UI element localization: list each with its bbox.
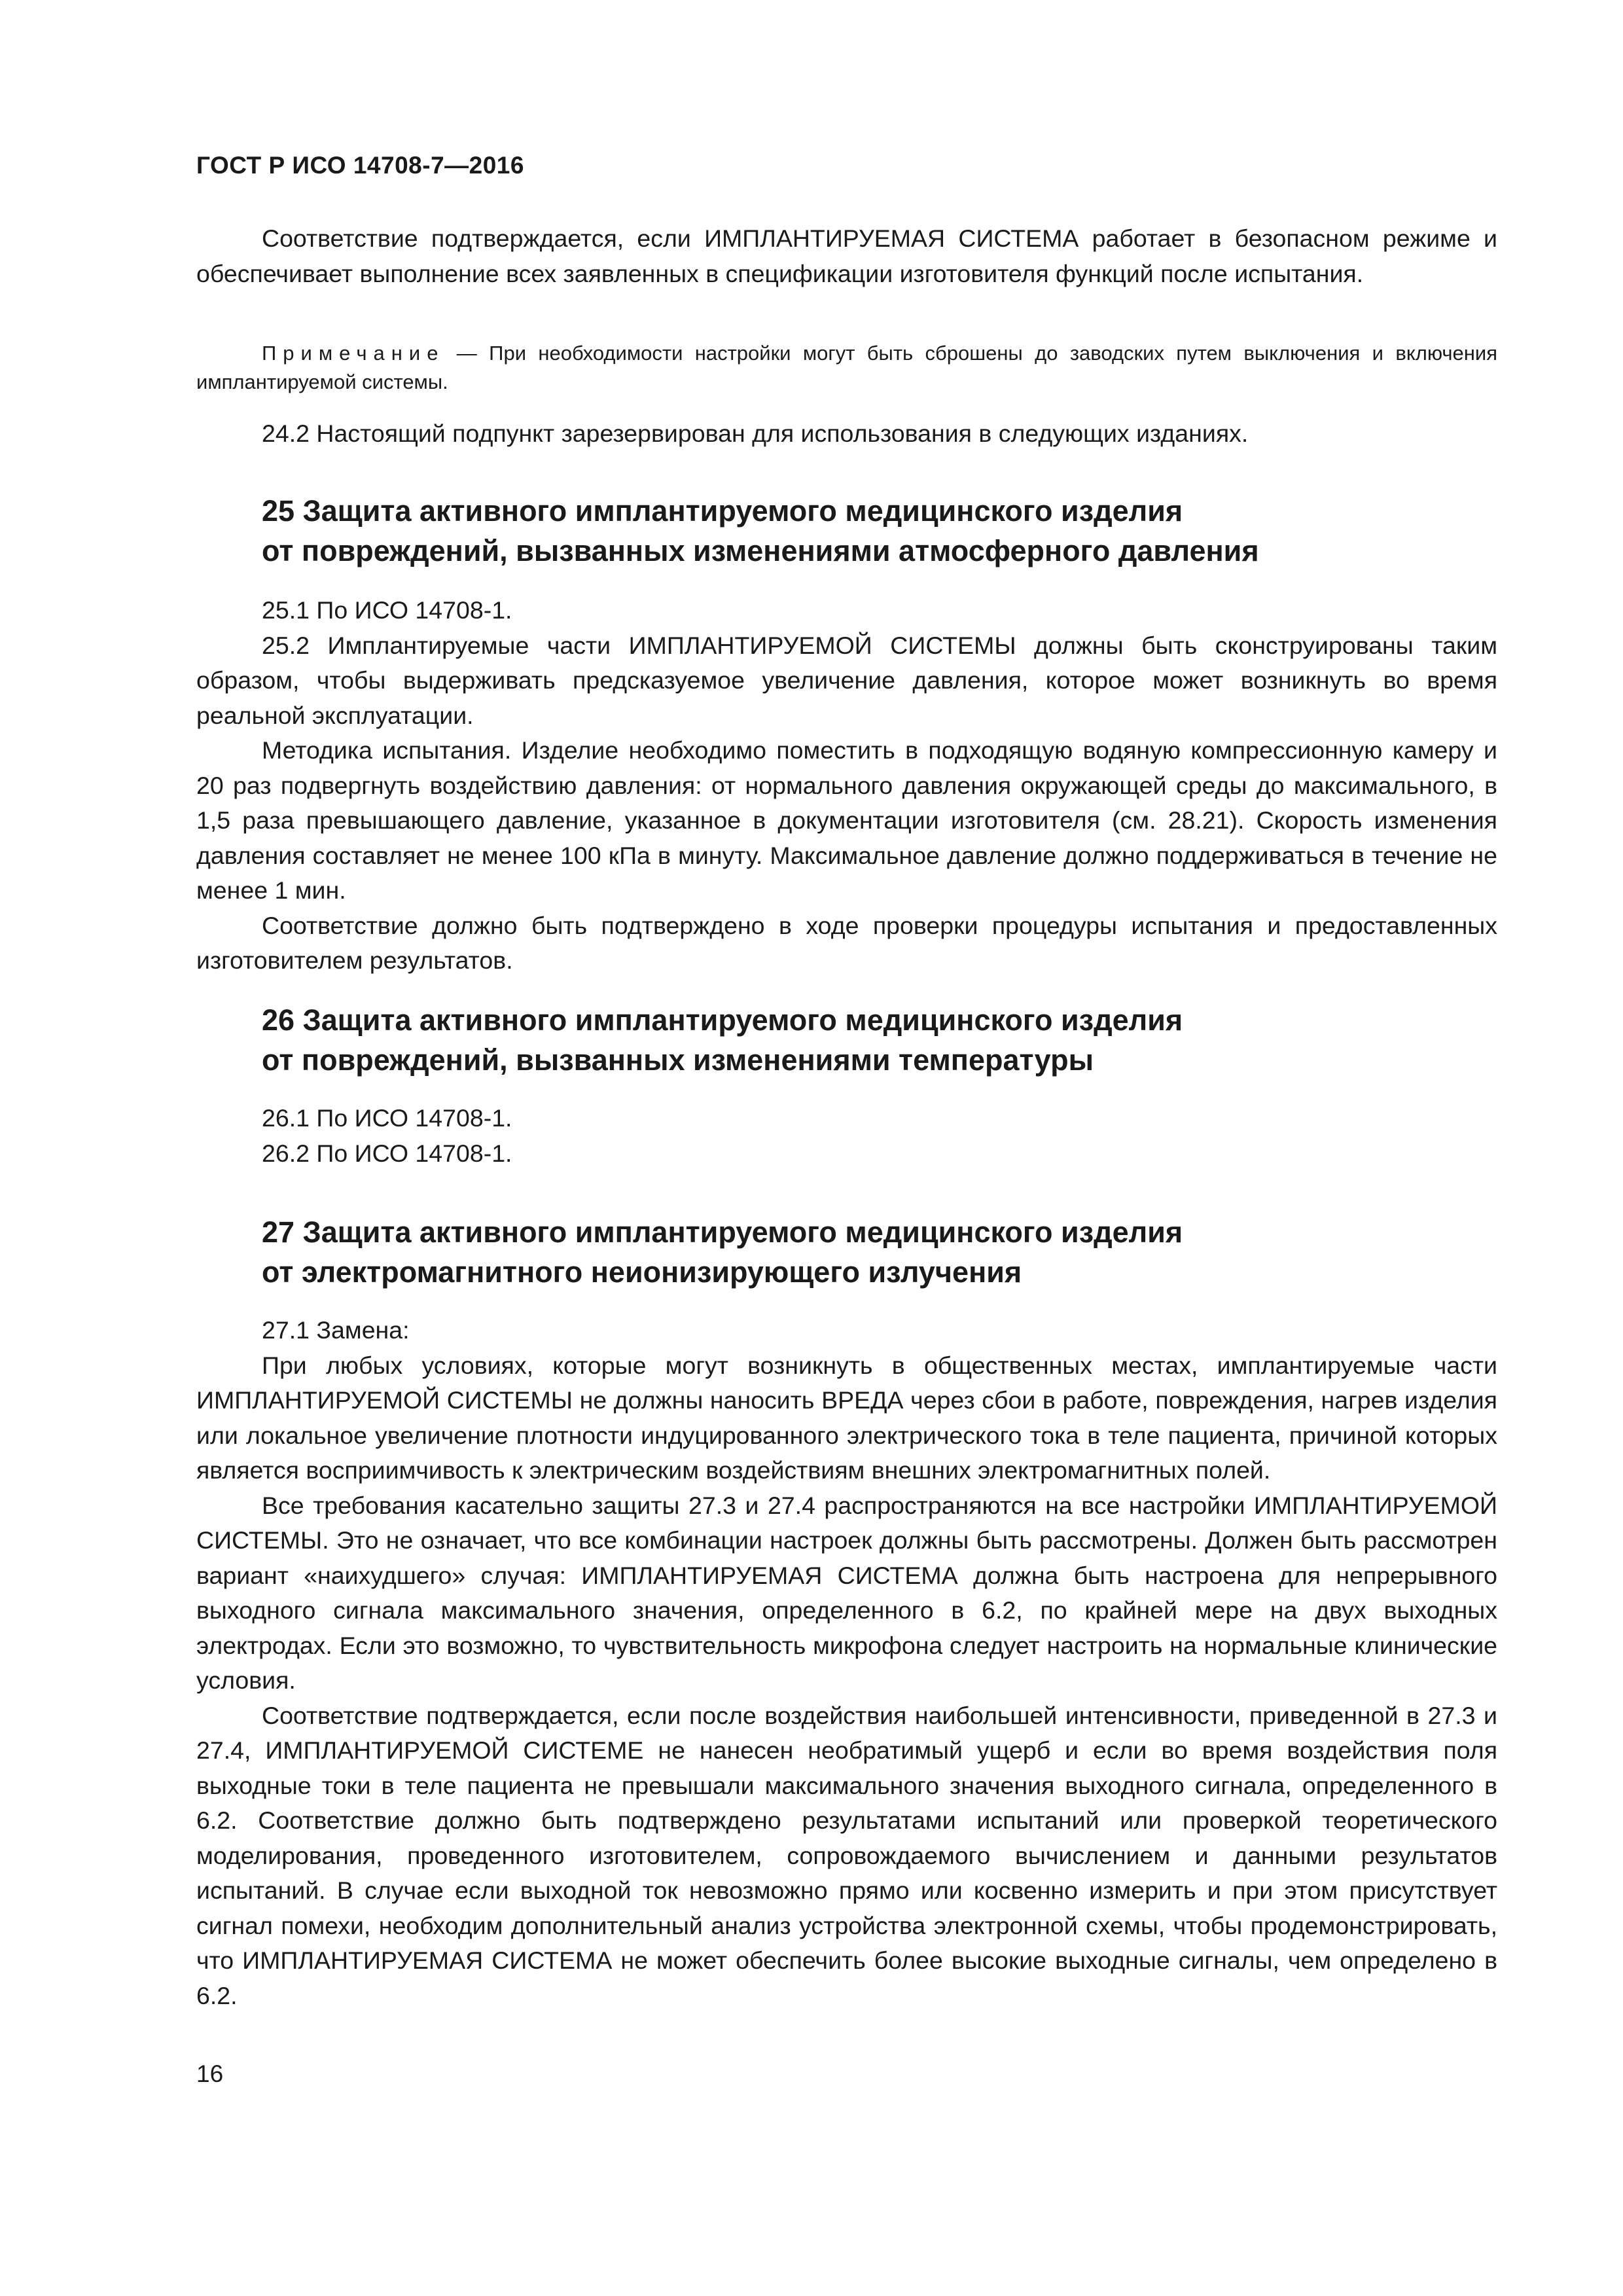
- clause-25-1: 25.1 По ИСО 14708-1.: [262, 596, 512, 624]
- note-paragraph: [196, 339, 1497, 397]
- document-code-header: ГОСТ Р ИСО 14708-7—2016: [196, 152, 524, 179]
- note-text: — При необходимости настройки могут быть сброшены до заводских путем выключения и включения имплантируемой системы.: [196, 342, 1497, 393]
- section-27-body: [196, 1313, 1497, 2013]
- section-27-settings: Все требования касательно защиты 27.3 и 27.4 распространяются на все настройки ИМПЛАНТИРУЕМОЙ СИСТЕМЫ. Это не означает, что все комбинации настроек должны быть рассмотрены. Должен быть рассмотрен вариант «наихудшего» случая: ИМПЛАНТИРУЕМАЯ СИСТЕМА должна быть настроена для непрерывного выходного сигнала максимального значения, определенного в 6.2, по крайней мере на двух выходных электродах. Если это возможно, то чувствительность микрофона следует настроить на нормальные клинические условия.: [196, 1491, 1497, 1694]
- section-25-body: [196, 593, 1497, 978]
- section-27-title-line2: от электромагнитного неионизирующего излучения: [262, 1255, 1022, 1289]
- intro-block: [196, 221, 1497, 291]
- section-27-title-line1: 27 Защита активного имплантируемого медицинского изделия: [262, 1215, 1183, 1249]
- section-25-title-line2: от повреждений, вызванных изменениями атмосферного давления: [262, 534, 1259, 567]
- page-number: 16: [196, 2060, 224, 2087]
- section-25-compliance: Соответствие должно быть подтверждено в ходе проверки процедуры испытания и предоставленных изготовителем результатов.: [196, 911, 1497, 974]
- note-block: [196, 339, 1497, 397]
- clause-27-1: 27.1 Замена:: [262, 1316, 410, 1344]
- clause-24-2: 24.2 Настоящий подпункт зарезервирован для использования в следующих изданиях.: [262, 420, 1249, 447]
- clause-25-2: 25.2 Имплантируемые части ИМПЛАНТИРУЕМОЙ СИСТЕМЫ должны быть сконструированы таким образом, чтобы выдерживать предсказуемое увеличение давления, которое может возникнуть во время реальной эксплуатации.: [196, 631, 1497, 729]
- section-26-body: [196, 1101, 1497, 1171]
- section-25-heading: [196, 491, 1497, 571]
- section-26-heading: [196, 1000, 1497, 1080]
- clause-26-1: 26.1 По ИСО 14708-1.: [262, 1104, 512, 1132]
- note-label: Примечание: [262, 342, 445, 365]
- section-27-heading: [196, 1212, 1497, 1292]
- clause-26-2: 26.2 По ИСО 14708-1.: [262, 1139, 512, 1167]
- section-25-title-line1: 25 Защита активного имплантируемого медицинского изделия: [262, 494, 1183, 528]
- section-26-title-line2: от повреждений, вызванных изменениями температуры: [262, 1043, 1094, 1077]
- compliance-paragraph: Соответствие подтверждается, если ИМПЛАНТИРУЕМАЯ СИСТЕМА работает в безопасном режиме и обеспечивает выполнение всех заявленных в спецификации изготовителя функций после испытания.: [196, 224, 1497, 287]
- clause-24-2-block: [196, 416, 1497, 452]
- section-26-title-line1: 26 Защита активного имплантируемого медицинского изделия: [262, 1003, 1183, 1037]
- test-method-paragraph: Методика испытания. Изделие необходимо поместить в подходящую водяную компрессионную камеру и 20 раз подвергнуть воздействию давления: от нормального давления окружающей среды до максимального, в 1,5 раза превышающего давление, указанное в документации изготовителя (см. 28.21). Скорость изменения давления составляет не менее 100 кПа в минуту. Максимальное давление должно поддерживаться в течение не менее 1 мин.: [196, 736, 1497, 904]
- section-27-compliance: Соответствие подтверждается, если после воздействия наибольшей интенсивности, приведенной в 27.3 и 27.4, ИМПЛАНТИРУЕМОЙ СИСТЕМЕ не нанесен необратимый ущерб и если во время воздействия поля выходные токи в теле пациента не превышали максимального значения выходного сигнала, определенного в 6.2. Соответствие должно быть подтверждено результатами испытаний или проверкой теоретического моделирования, проведенного изготовителем, сопровождаемого вычислением и данными результатов испытаний. В случае если выходной ток невозможно прямо или косвенно измерить и при этом присутствует сигнал помехи, необходим дополнительный анализ устройства электронной схемы, чтобы продемонстрировать, что ИМПЛАНТИРУЕМАЯ СИСТЕМА не может обеспечить более высокие выходные сигналы, чем определено в 6.2.: [196, 1701, 1497, 2009]
- section-27-requirement: При любых условиях, которые могут возникнуть в общественных местах, имплантируемые части ИМПЛАНТИРУЕМОЙ СИСТЕМЫ не должны наносить ВРЕДА через сбои в работе, повреждения, нагрев изделия или локальное увеличение плотности индуцированного электрического тока в теле пациента, причиной которых является восприимчивость к электрическим воздействиям внешних электромагнитных полей.: [196, 1351, 1497, 1484]
